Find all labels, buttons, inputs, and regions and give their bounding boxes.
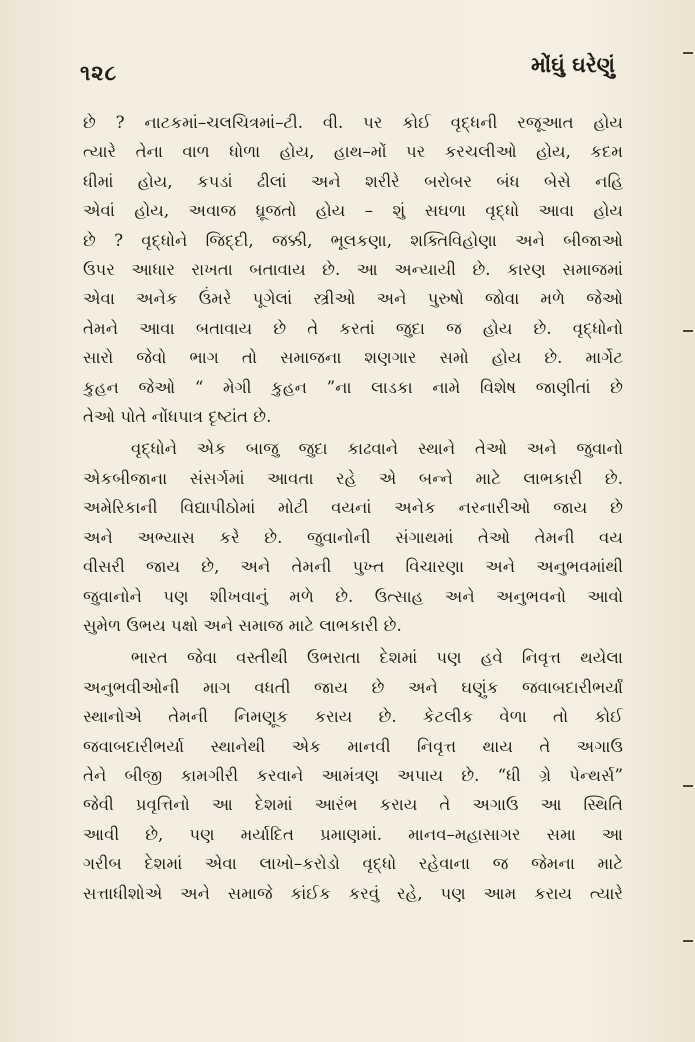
text-line: સત્તાધીશોએ અને સમાજે કાંઈક કરવું રહે, પણ આમ કરાય ત્યારે [83, 883, 623, 903]
text-line: જવાબદારીભર્યા સ્થાનેથી એક માનવી નિવૃત્ત થાય તે અગાઉ [83, 736, 623, 756]
paragraph-3 [83, 643, 623, 908]
text-line: અને અભ્યાસ કરે છે. જુવાનોની સંગાથમાં તેઓ તેમની વય [83, 527, 623, 547]
text-line: સારો જેવો ભાગ તો સમાજના શણગાર સમો હોય છે. માર્ગેટ [83, 348, 623, 368]
text-line: ઉપર આધાર રાખતા બતાવાય છે. આ અન્યાયી છે. કારણ સમાજમાં [83, 260, 623, 280]
text-line: આવી છે, પણ મર્યાદિત પ્રમાણમાં. માનવ–મહાસાગર સમા આ [83, 824, 623, 844]
text-line: વીસરી જાય છે, અને તેમની પુખ્ત વિચારણા અને અનુભવમાંથી [83, 557, 623, 577]
text-line: છે ? નાટકમાં–ચલચિત્રમાં–ટી. વી. પર કોઈ વૃદ્ધની રજૂઆત હોય [83, 113, 623, 132]
text-line: ગરીબ દેશમાં એવા લાખો–કરોડો વૃદ્ધો રહેવાના જ જેમના માટે [83, 854, 623, 874]
text-line: છે ? વૃદ્ધોને જિદ્દી, જક્કી, ભૂલકણા, શક્તિવિહોણા અને બીજાઓ [83, 230, 623, 250]
text-line: તેને બીજી કામગીરી કરવાને આમંત્રણ અપાય છે. “ધી ગ્રે પેન્થર્સ” [83, 765, 623, 785]
text-line: એવાં હોય, અવાજ ધ્રૂજતો હોય – શું સઘળા વૃદ્ધો આવા હોય [83, 201, 623, 221]
margin-mark [683, 330, 693, 332]
text-line: એકબીજાના સંસર્ગમાં આવતા રહે એ બન્ને માટે લાભકારી છે. [83, 468, 623, 488]
text-line: ભારત જેવા વસ્તીથી ઉભરાતા દેશમાં પણ હવે નિવૃત્ત થયેલા [131, 648, 623, 668]
paragraph-2 [83, 434, 623, 640]
text-line: તેમને આવા બતાવાય છે તે કરતાં જુદા જ હોય છે. વૃદ્ધોનો [83, 318, 623, 338]
page-header [80, 52, 615, 92]
text-line: ધીમાં હોય, કપડાં ઢીલાં અને શરીરે બરોબર બંધ બેસે નહિ [83, 171, 623, 191]
running-title: મોંઘું ઘરેણું [531, 52, 615, 77]
paragraph-1 [83, 108, 623, 431]
text-line: સ્થાનોએ તેમની નિમણૂક કરાય છે. કેટલીક વેળા તો કોઈ [83, 707, 623, 727]
margin-mark [683, 940, 693, 942]
text-line: તેઓ પોતે નોંધપાત્ર દૃષ્ટાંત છે. [83, 407, 272, 427]
text-line: વૃદ્ધોને એક બાજુ જુદા કાઢવાને સ્થાને તેઓ અને જુવાનો [131, 439, 623, 459]
margin-mark [683, 785, 693, 787]
margin-mark [683, 52, 693, 54]
text-line: સુમેળ ઉભય પક્ષો અને સમાજ માટે લાભકારી છે. [83, 615, 402, 635]
text-line: ત્યારે તેના વાળ ધોળા હોય, હાથ–મોં પર કરચલીઓ હોય, કદમ [83, 142, 623, 162]
text-line: અનુભવીઓની માગ વધતી જાય છે અને ઘણુંક જવાબદારીભર્યાં [83, 677, 623, 697]
text-line: અમેરિકાની વિદ્યાપીઠોમાં મોટી વયનાં અનેક નરનારીઓ જાય છે [83, 498, 623, 518]
body-text [83, 108, 623, 908]
text-line: એવા અનેક ઉંમરે પૂગેલાં સ્ત્રીઓ અને પુરુષો જોવા મળે જેઓ [83, 289, 623, 309]
page-number: ૧૨૮ [80, 60, 118, 85]
text-line: જેવી પ્રવૃત્તિનો આ દેશમાં આરંભ કરાય તે અગાઉ આ સ્થિતિ [83, 795, 623, 815]
text-line: કુહન જેઓ “ મેગી કુહન ”ના લાડકા નામે વિશેષ જાણીતાં છે [83, 377, 623, 397]
text-line: જુવાનોને પણ શીખવાનું મળે છે. ઉત્સાહ અને અનુભવનો આવો [83, 586, 623, 606]
